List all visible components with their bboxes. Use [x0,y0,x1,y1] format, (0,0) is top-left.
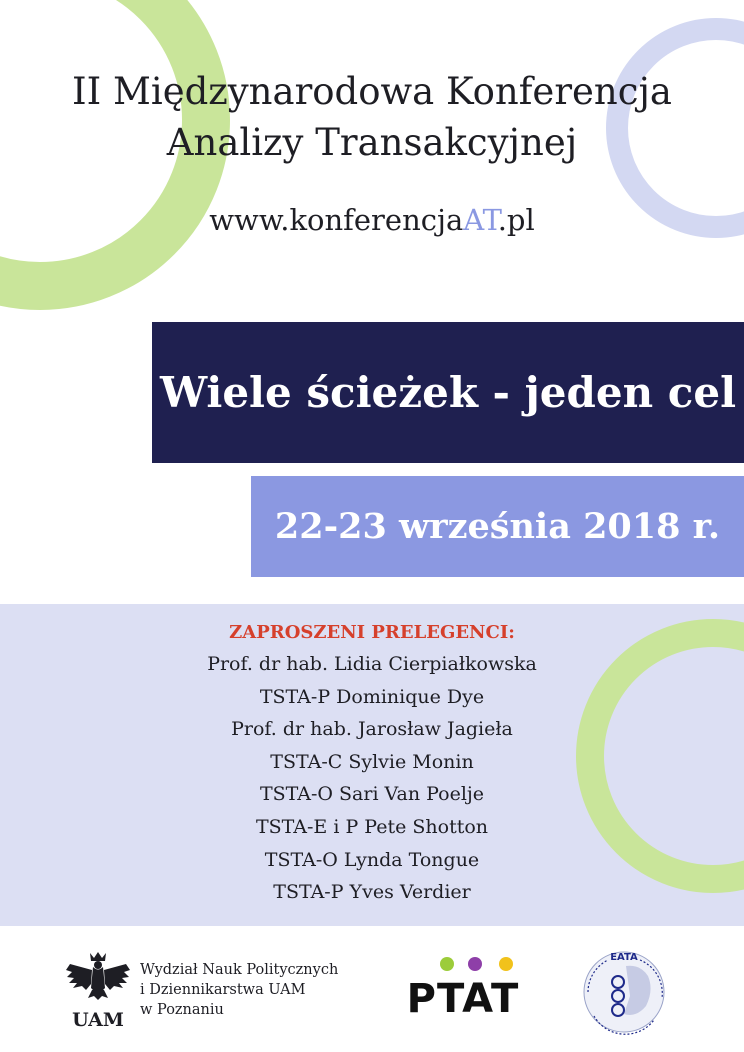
date-banner [251,476,744,577]
speaker-item: TSTA-C Sylvie Monin [270,750,474,773]
speaker-item: TSTA-E i P Pete Shotton [255,815,489,838]
url-accent: AT [463,203,498,237]
motto-banner [152,322,744,463]
speakers-panel [0,604,744,926]
faculty-line-1: Wydział Nauk Politycznych [140,962,339,978]
speaker-item: TSTA-P Dominique Dye [259,685,485,708]
motto-text: Wiele ścieżek - jeden cel [159,368,737,417]
ptat-logo-icon [403,956,523,1016]
uam-logo-text: UAM [72,1009,124,1030]
url-suffix: .pl [497,203,535,237]
speaker-item: Prof. dr hab. Jarosław Jagieła [231,718,513,741]
speaker-item: TSTA-O Lynda Tongue [264,848,480,871]
date-text: 22-23 września 2018 r. [274,506,721,547]
speaker-item: TSTA-P Yves Verdier [273,881,471,904]
eata-logo-icon [578,946,670,1038]
speaker-item: TSTA-O Sari Van Poelje [259,783,485,806]
faculty-name [140,960,338,1020]
title-line-2: Analizy Transakcyjnej [166,121,578,164]
uam-eagle-logo-icon [64,950,132,1030]
svg-text:EATA: EATA [610,952,638,963]
url-prefix: www.konferencja [209,203,464,237]
faculty-line-3: w Poznaniu [140,1002,224,1018]
conference-title [0,66,744,168]
faculty-line-2: i Dziennikarstwa UAM [140,982,306,998]
title-line-1: II Międzynarodowa Konferencja [71,70,672,113]
ptat-logo-text: PTAT [406,976,520,1016]
speakers-heading: ZAPROSZENI PRELEGENCI: [229,622,515,643]
conference-url[interactable] [0,203,744,237]
speaker-item: Prof. dr hab. Lidia Cierpiałkowska [207,653,537,675]
speaker-list [0,648,744,909]
